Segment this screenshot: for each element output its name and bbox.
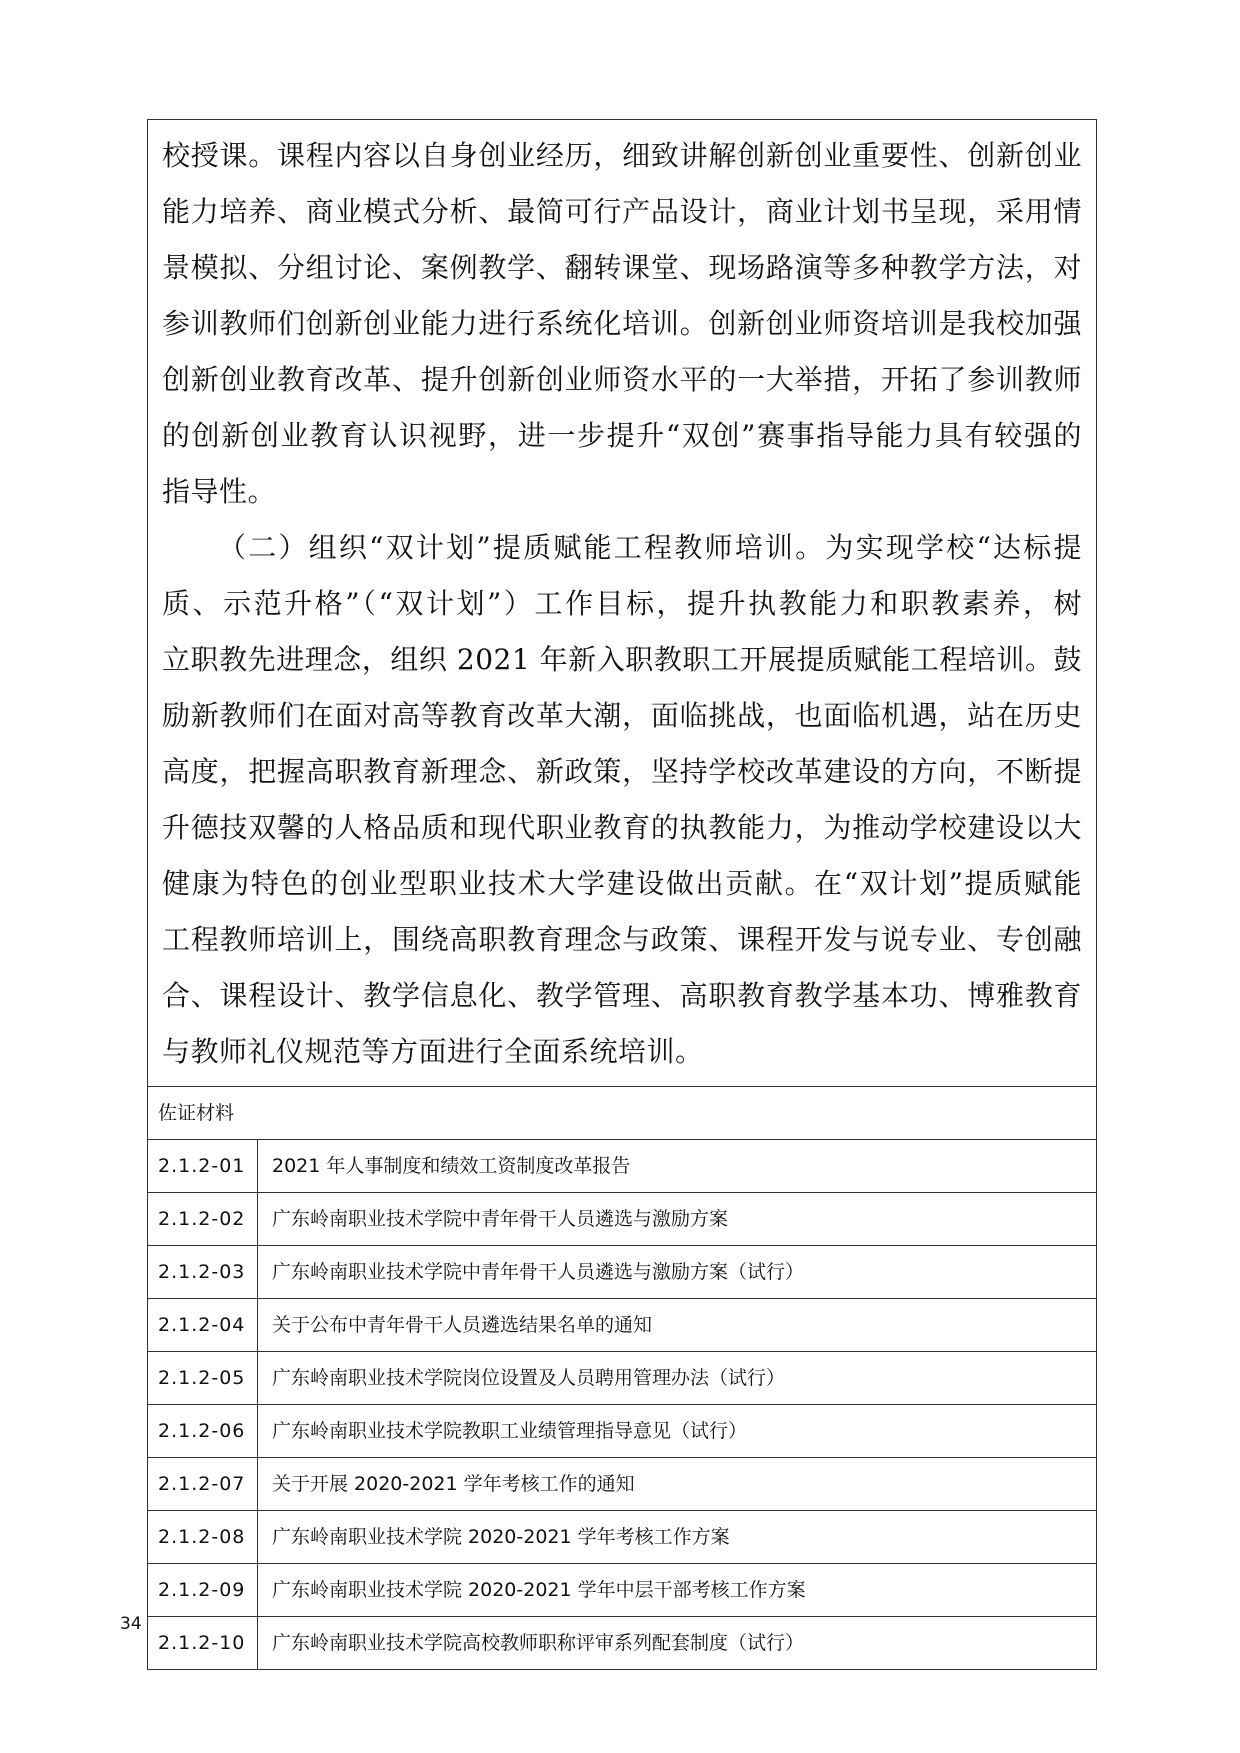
evidence-row <box>148 1616 1096 1669</box>
evidence-code: 2.1.2-06 <box>148 1405 258 1457</box>
body-line: 校授课。课程内容以自身创业经历，细致讲解创新创业重要性、创新创业 <box>162 139 1082 172</box>
page-number: 34 <box>120 1614 142 1634</box>
evidence-title: 关于开展 2020-2021 学年考核工作的通知 <box>272 1473 635 1495</box>
evidence-header: 佐证材料 <box>148 1086 1096 1139</box>
body-line: 健康为特色的创业型职业技术大学建设做出贡献。在“双计划”提质赋能 <box>162 867 1082 900</box>
body-line: 高度，把握高职教育新理念、新政策，坚持学校改革建设的方向，不断提 <box>162 755 1082 788</box>
evidence-code: 2.1.2-03 <box>148 1246 258 1298</box>
body-line: 质、示范升格”（“双计划”）工作目标，提升执教能力和职教素养，树 <box>162 587 1082 620</box>
evidence-row <box>148 1404 1096 1457</box>
body-line: （二）组织“双计划”提质赋能工程教师培训。为实现学校“达标提 <box>218 531 1082 564</box>
body-line: 合、课程设计、教学信息化、教学管理、高职教育教学基本功、博雅教育 <box>162 979 1082 1012</box>
evidence-row <box>148 1563 1096 1616</box>
evidence-code: 2.1.2-08 <box>148 1511 258 1563</box>
body-line: 指导性。 <box>162 475 277 508</box>
body-line: 工程教师培训上，围绕高职教育理念与政策、课程开发与说专业、专创融 <box>162 923 1082 956</box>
body-line: 与教师礼仪规范等方面进行全面系统培训。 <box>162 1035 704 1068</box>
body-line: 参训教师们创新创业能力进行系统化培训。创新创业师资培训是我校加强 <box>162 307 1082 340</box>
content-table <box>147 119 1097 1670</box>
body-line: 的创新创业教育认识视野，进一步提升“双创”赛事指导能力具有较强的 <box>162 419 1082 452</box>
evidence-code: 2.1.2-10 <box>148 1617 258 1669</box>
evidence-row <box>148 1351 1096 1404</box>
body-line: 能力培养、商业模式分析、最简可行产品设计，商业计划书呈现，采用情 <box>162 195 1082 228</box>
evidence-title: 2021 年人事制度和绩效工资制度改革报告 <box>272 1155 631 1177</box>
evidence-code: 2.1.2-09 <box>148 1564 258 1616</box>
body-line: 立职教先进理念，组织 2021 年新入职教职工开展提质赋能工程培训。鼓 <box>162 643 1082 676</box>
body-line: 升德技双馨的人格品质和现代职业教育的执教能力，为推动学校建设以大 <box>162 811 1082 844</box>
evidence-title: 广东岭南职业技术学院中青年骨干人员遴选与激励方案（试行） <box>272 1261 805 1283</box>
evidence-code: 2.1.2-01 <box>148 1140 258 1192</box>
body-line: 创新创业教育改革、提升创新创业师资水平的一大举措，开拓了参训教师 <box>162 363 1082 396</box>
body-line: 景模拟、分组讨论、案例教学、翻转课堂、现场路演等多种教学方法，对 <box>162 251 1082 284</box>
body-line: 励新教师们在面对高等教育改革大潮，面临挑战，也面临机遇，站在历史 <box>162 699 1082 732</box>
evidence-row <box>148 1192 1096 1245</box>
evidence-code: 2.1.2-02 <box>148 1193 258 1245</box>
evidence-row <box>148 1139 1096 1192</box>
evidence-row <box>148 1245 1096 1298</box>
evidence-row <box>148 1510 1096 1563</box>
evidence-row <box>148 1298 1096 1351</box>
evidence-title: 广东岭南职业技术学院 2020-2021 学年中层干部考核工作方案 <box>272 1579 806 1601</box>
evidence-title: 广东岭南职业技术学院 2020-2021 学年考核工作方案 <box>272 1526 730 1548</box>
evidence-title: 广东岭南职业技术学院岗位设置及人员聘用管理办法（试行） <box>272 1367 786 1389</box>
body-text-cell <box>148 120 1096 1086</box>
evidence-title: 广东岭南职业技术学院高校教师职称评审系列配套制度（试行） <box>272 1632 805 1654</box>
evidence-row <box>148 1457 1096 1510</box>
evidence-title: 广东岭南职业技术学院教职工业绩管理指导意见（试行） <box>272 1420 748 1442</box>
evidence-code: 2.1.2-07 <box>148 1458 258 1510</box>
evidence-code: 2.1.2-04 <box>148 1299 258 1351</box>
evidence-code: 2.1.2-05 <box>148 1352 258 1404</box>
evidence-title: 广东岭南职业技术学院中青年骨干人员遴选与激励方案 <box>272 1208 729 1230</box>
evidence-title: 关于公布中青年骨干人员遴选结果名单的通知 <box>272 1314 653 1336</box>
